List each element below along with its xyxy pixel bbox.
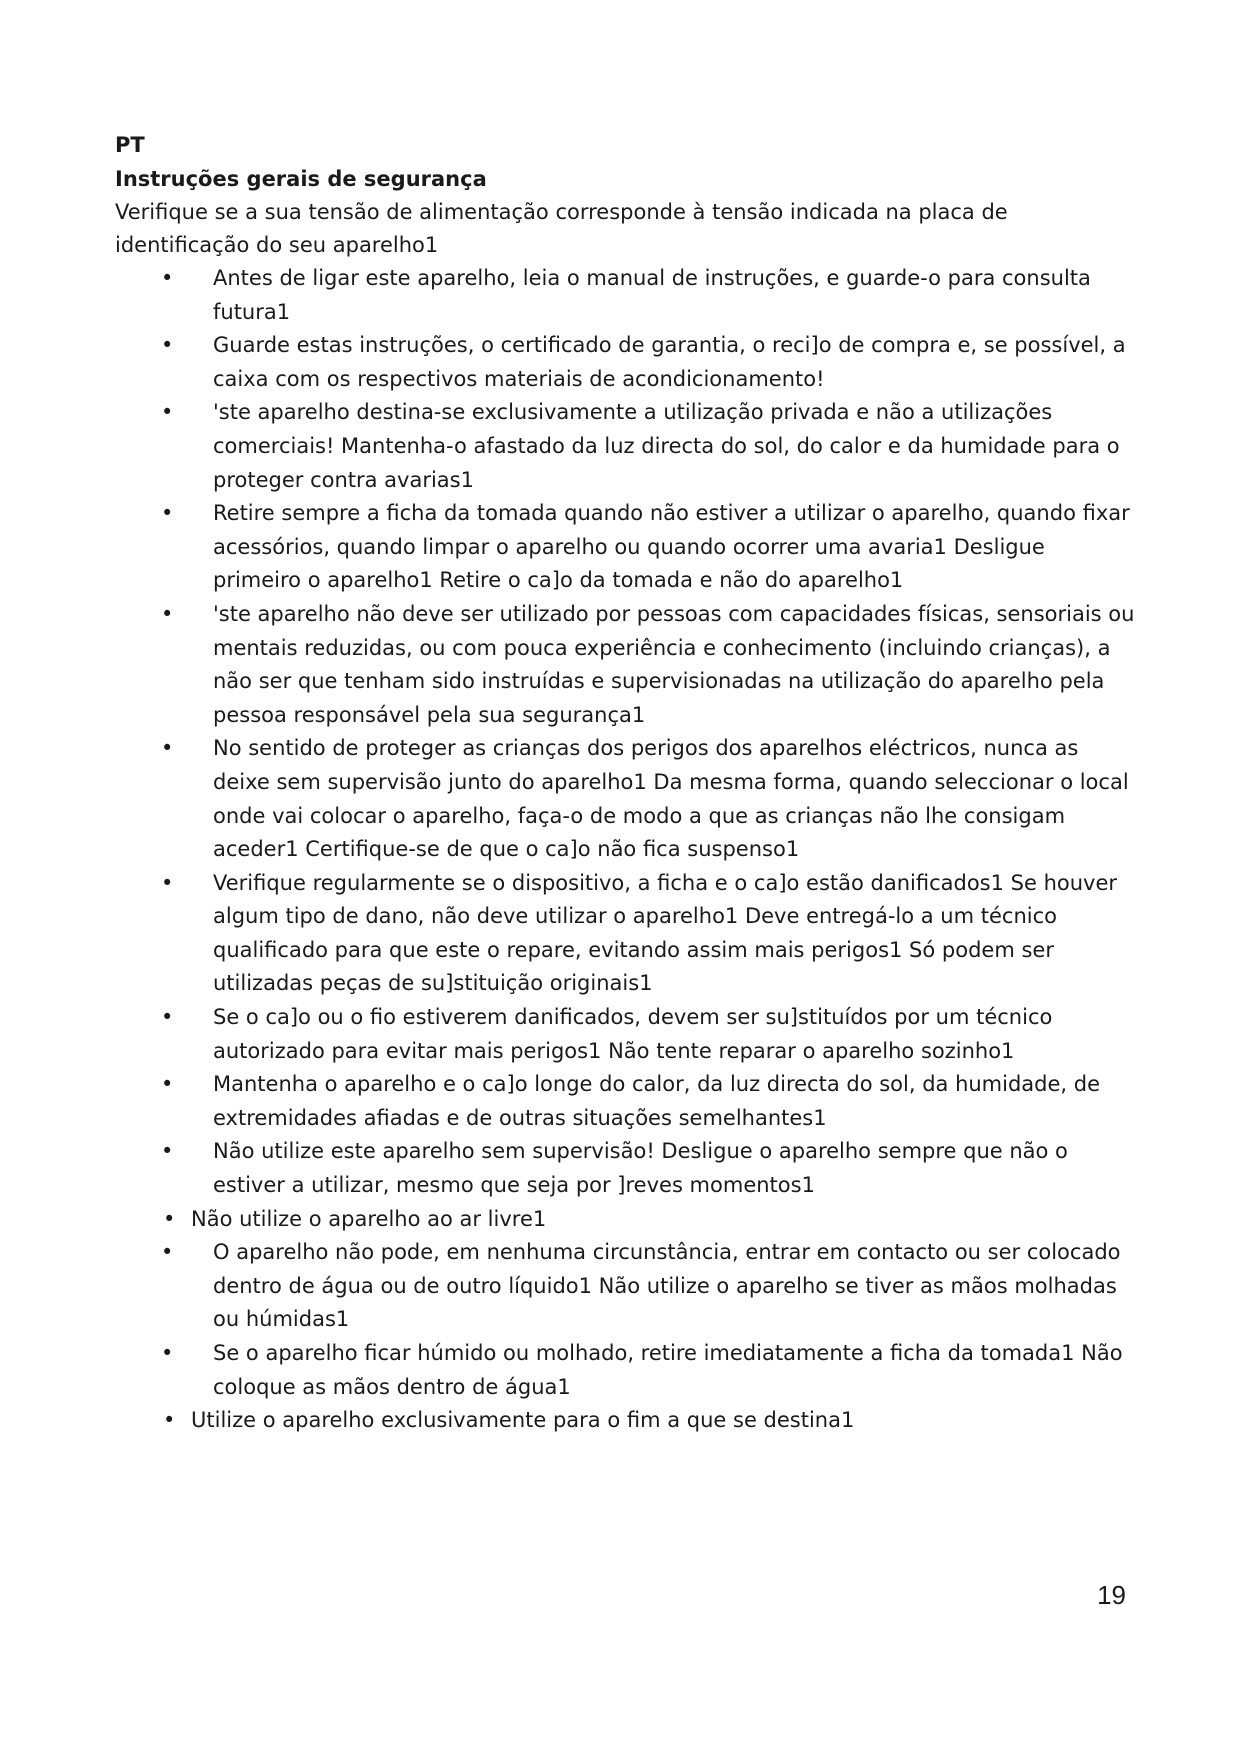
bullet-icon: • [163,1408,176,1433]
document-page [115,128,1135,1438]
bullet-icon: • [161,1005,174,1030]
list-item [115,1203,1135,1237]
bullet-icon: • [161,870,174,895]
list-item [115,1001,1135,1068]
list-item-text: Se o ca]o ou o fio estiverem danificados, devem ser su]stituídos por um técnico autorizado para evitar mais perigos1 Não tente reparar o aparelho sozinho1 [213,1005,1053,1063]
bullet-icon: • [161,333,174,358]
list-item-text: 'ste aparelho não deve ser utilizado por pessoas com capacidades físicas, sensoriais ou mentais reduzidas, ou com pouca experiência e conhecimento (incluindo crianças), a não ser que tenham sido instruídas e supervisionadas na utilização do aparelho pela pessoa responsável pela sua segurança1 [213,601,1135,727]
list-item-text: Antes de ligar este aparelho, leia o manual de instruções, e guarde-o para consulta futura1 [213,266,1091,324]
bullet-icon: • [161,1240,174,1265]
section-title: Instruções gerais de segurança [115,167,487,191]
list-item-text: 'ste aparelho destina-se exclusivamente a utilização privada e não a utilizações comerciais! Mantenha-o afastado da luz directa do sol, do calor e da humidade para o proteger contra avarias1 [213,400,1120,492]
list-item [115,598,1135,732]
list-item [115,262,1135,329]
list-item-text: Verifique regularmente se o dispositivo, a ficha e o ca]o estão danificados1 Se houver algum tipo de dano, não deve utilizar o aparelho1 Deve entregá-lo a um técnico qualificado para que este o repare, evitando assim mais perigos1 Só podem ser utilizadas peças de su]stituição originais1 [213,870,1118,996]
bullet-icon: • [161,501,174,526]
bullet-icon: • [161,1341,174,1365]
list-item [115,1068,1135,1135]
bullet-icon: • [161,601,174,626]
language-code: PT [115,133,145,157]
page-number: 19 [1097,1580,1126,1610]
bullet-icon: • [161,266,174,290]
list-item-text: O aparelho não pode, em nenhuma circunstância, entrar em contacto ou ser colocado dentro de água ou de outro líquido1 Não utilize o aparelho se tiver as mãos molhadas ou húmidas1 [213,1240,1121,1332]
list-item-text: Retire sempre a ficha da tomada quando não estiver a utilizar o aparelho, quando fixar acessórios, quando limpar o aparelho ou quando ocorrer uma avaria1 Desligue primeiro o aparelho1 Retire o ca]o da tomada e não do aparelho1 [213,501,1130,593]
safety-instructions-list [115,262,1135,1438]
intro-paragraph: Verifique se a sua tensão de alimentação corresponde à tensão indicada na placa de identificação do seu aparelho1 [115,200,1008,257]
list-item [115,1404,1135,1438]
list-item-text: No sentido de proteger as crianças dos perigos dos aparelhos eléctricos, nunca as deixe sem supervisão junto do aparelho1 Da mesma forma, quando seleccionar o local onde vai colocar o aparelho, faça-o de modo a que as crianças não lhe consigam aceder1 Certifique-se de que o ca]o não fica suspenso1 [213,736,1129,862]
bullet-icon: • [163,1206,176,1231]
list-item-text: Guarde estas instruções, o certificado de garantia, o reci]o de compra e, se possível, a caixa com os respectivos materiais de acondicionamento! [213,333,1126,391]
bullet-icon: • [161,736,174,761]
list-item [115,1236,1135,1337]
list-item-text: Utilize o aparelho exclusivamente para o fim a que se destina1 [191,1408,855,1433]
list-item [115,732,1135,866]
list-item [115,867,1135,1001]
list-item [115,497,1135,598]
list-item [115,1135,1135,1202]
list-item-text: Mantenha o aparelho e o ca]o longe do calor, da luz directa do sol, da humidade, de extremidades afiadas e de outras situações semelhantes1 [213,1072,1101,1130]
list-item [115,1337,1135,1404]
bullet-icon: • [161,1139,174,1164]
list-item [115,396,1135,497]
list-item-text: Se o aparelho ficar húmido ou molhado, retire imediatamente a ficha da tomada1 Não coloque as mãos dentro de água1 [213,1341,1123,1399]
list-item [115,329,1135,396]
list-item-text: Não utilize este aparelho sem supervisão! Desligue o aparelho sempre que não o estiver a utilizar, mesmo que seja por ]reves momentos1 [213,1139,1068,1198]
bullet-icon: • [161,400,174,425]
bullet-icon: • [161,1072,174,1097]
list-item-text: Não utilize o aparelho ao ar livre1 [191,1206,547,1231]
